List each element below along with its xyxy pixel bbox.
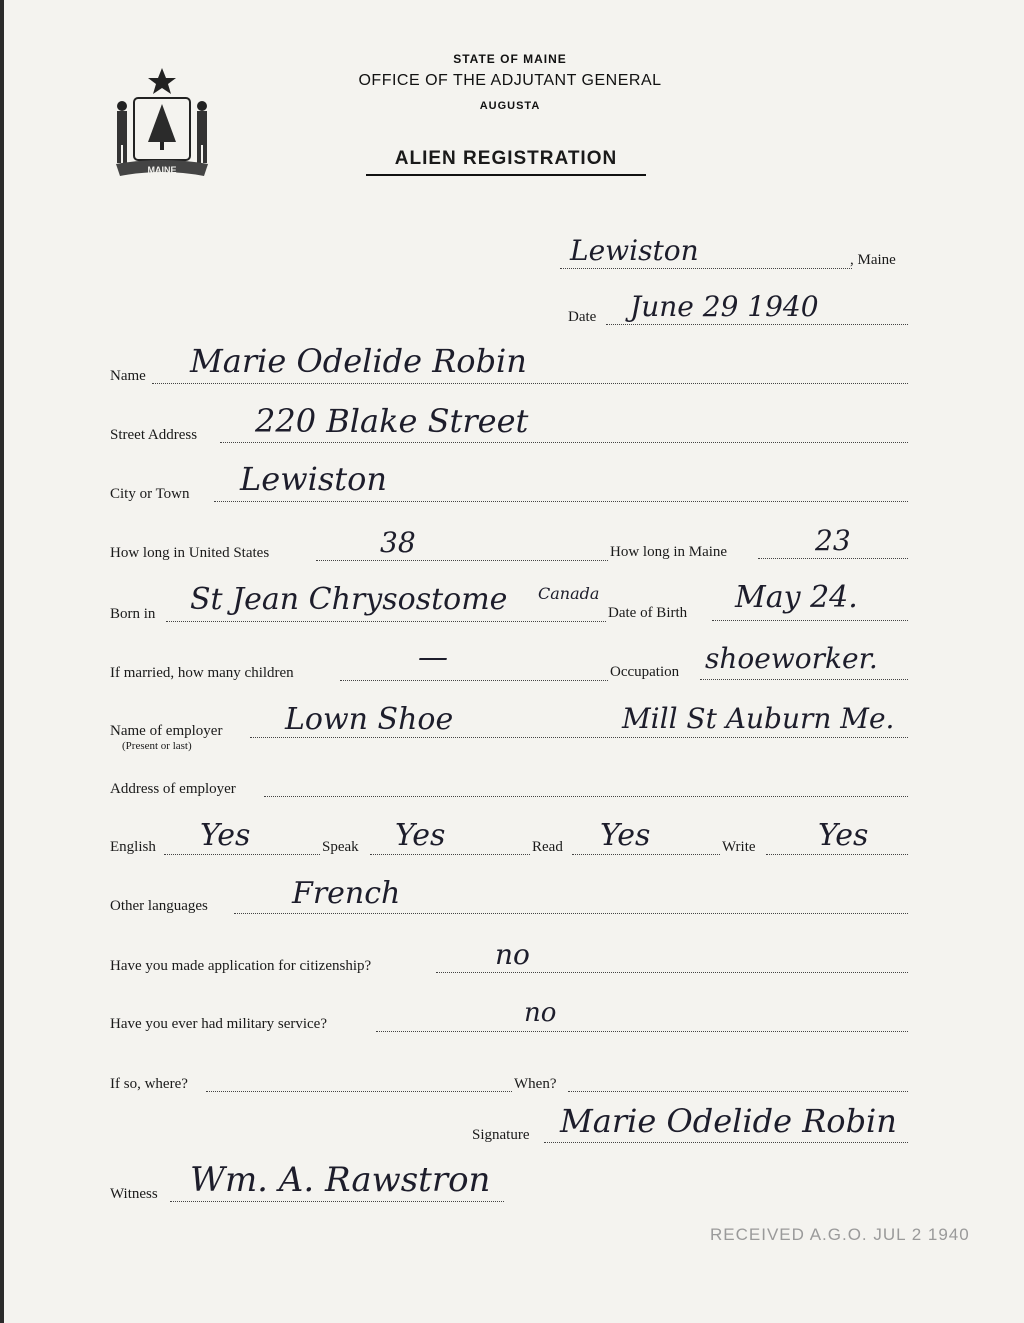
married-label: If married, how many children xyxy=(110,665,294,681)
date-of-birth-line xyxy=(712,620,908,621)
employer-address-label: Address of employer xyxy=(110,781,236,797)
name-value: Marie Odelide Robin xyxy=(190,342,527,380)
military-value: no xyxy=(524,998,557,1028)
other-languages-value: French xyxy=(292,876,401,911)
how-long-maine-label: How long in Maine xyxy=(610,544,728,560)
employer-label: Name of employer xyxy=(110,723,223,739)
maine-state-seal xyxy=(112,64,212,188)
state-heading: STATE OF MAINE xyxy=(453,52,567,66)
signature-label: Signature xyxy=(472,1127,530,1143)
witness-label: Witness xyxy=(110,1186,158,1202)
date-of-birth-label: Date of Birth xyxy=(608,605,688,621)
maine-label: , Maine xyxy=(850,252,896,268)
military-line xyxy=(376,1031,908,1032)
received-stamp: RECEIVED A.G.O. JUL 2 1940 xyxy=(710,1225,970,1244)
speak-label: Speak xyxy=(322,839,359,855)
citizenship-label: Have you made application for citizenship? xyxy=(110,958,372,974)
when-line xyxy=(568,1091,908,1092)
how-long-us-value: 38 xyxy=(380,526,416,559)
how-long-us-label: How long in United States xyxy=(110,545,270,561)
english-value: Yes xyxy=(200,818,251,853)
signature-value: Marie Odelide Robin xyxy=(560,1102,897,1140)
witness-value: Wm. A. Rawstron xyxy=(190,1160,491,1200)
write-value: Yes xyxy=(818,818,869,853)
when-label: When? xyxy=(514,1076,557,1092)
if-so-where-line xyxy=(206,1091,512,1092)
english-line xyxy=(164,854,320,855)
date-value: June 29 1940 xyxy=(630,290,819,323)
name-label: Name xyxy=(110,368,146,384)
date-of-birth-value: May 24. xyxy=(735,580,858,615)
street-line xyxy=(220,442,908,443)
employer-sub-label: (Present or last) xyxy=(122,740,192,752)
born-country-value: Canada xyxy=(538,584,600,603)
employer-value: Lown Shoe xyxy=(285,702,454,737)
citizenship-value: no xyxy=(495,938,530,971)
born-in-line xyxy=(166,621,606,622)
employer-location-value: Mill St Auburn Me. xyxy=(622,702,895,735)
write-line xyxy=(766,854,908,855)
read-line xyxy=(572,854,720,855)
city-line xyxy=(214,501,908,502)
read-label: Read xyxy=(532,839,563,855)
form-title: ALIEN REGISTRATION xyxy=(366,148,646,176)
city-heading: AUGUSTA xyxy=(479,100,541,112)
employer-line xyxy=(250,737,908,738)
military-label: Have you ever had military service? xyxy=(110,1016,327,1032)
occupation-label: Occupation xyxy=(610,664,680,680)
svg-text:MAINE: MAINE xyxy=(147,165,177,175)
signature-line xyxy=(544,1142,908,1143)
city-value: Lewiston xyxy=(240,460,387,498)
born-in-label: Born in xyxy=(110,606,156,622)
married-value: — xyxy=(418,640,448,675)
employer-address-line xyxy=(264,796,908,797)
citizenship-line xyxy=(436,972,908,973)
how-long-us-line xyxy=(316,560,608,561)
street-value: 220 Blake Street xyxy=(255,402,529,440)
city-label: City or Town xyxy=(110,486,190,502)
how-long-maine-line xyxy=(758,558,908,559)
married-line xyxy=(340,680,608,681)
if-so-where-label: If so, where? xyxy=(110,1076,188,1092)
occupation-line xyxy=(700,679,908,680)
name-line xyxy=(152,383,908,384)
write-label: Write xyxy=(722,839,756,855)
how-long-maine-value: 23 xyxy=(815,524,851,557)
witness-line xyxy=(170,1201,504,1202)
place-line xyxy=(560,268,852,269)
place-value: Lewiston xyxy=(570,234,699,267)
date-label: Date xyxy=(568,309,597,325)
other-languages-label: Other languages xyxy=(110,898,208,914)
occupation-value: shoeworker. xyxy=(705,642,878,675)
speak-line xyxy=(370,854,530,855)
speak-value: Yes xyxy=(395,818,446,853)
date-line xyxy=(606,324,908,325)
office-heading: OFFICE OF THE ADJUTANT GENERAL xyxy=(358,72,662,89)
born-in-value: St Jean Chrysostome xyxy=(190,582,508,617)
scan-edge xyxy=(0,0,4,1323)
street-label: Street Address xyxy=(110,427,198,443)
other-languages-line xyxy=(234,913,908,914)
read-value: Yes xyxy=(600,818,651,853)
english-label: English xyxy=(110,839,156,855)
